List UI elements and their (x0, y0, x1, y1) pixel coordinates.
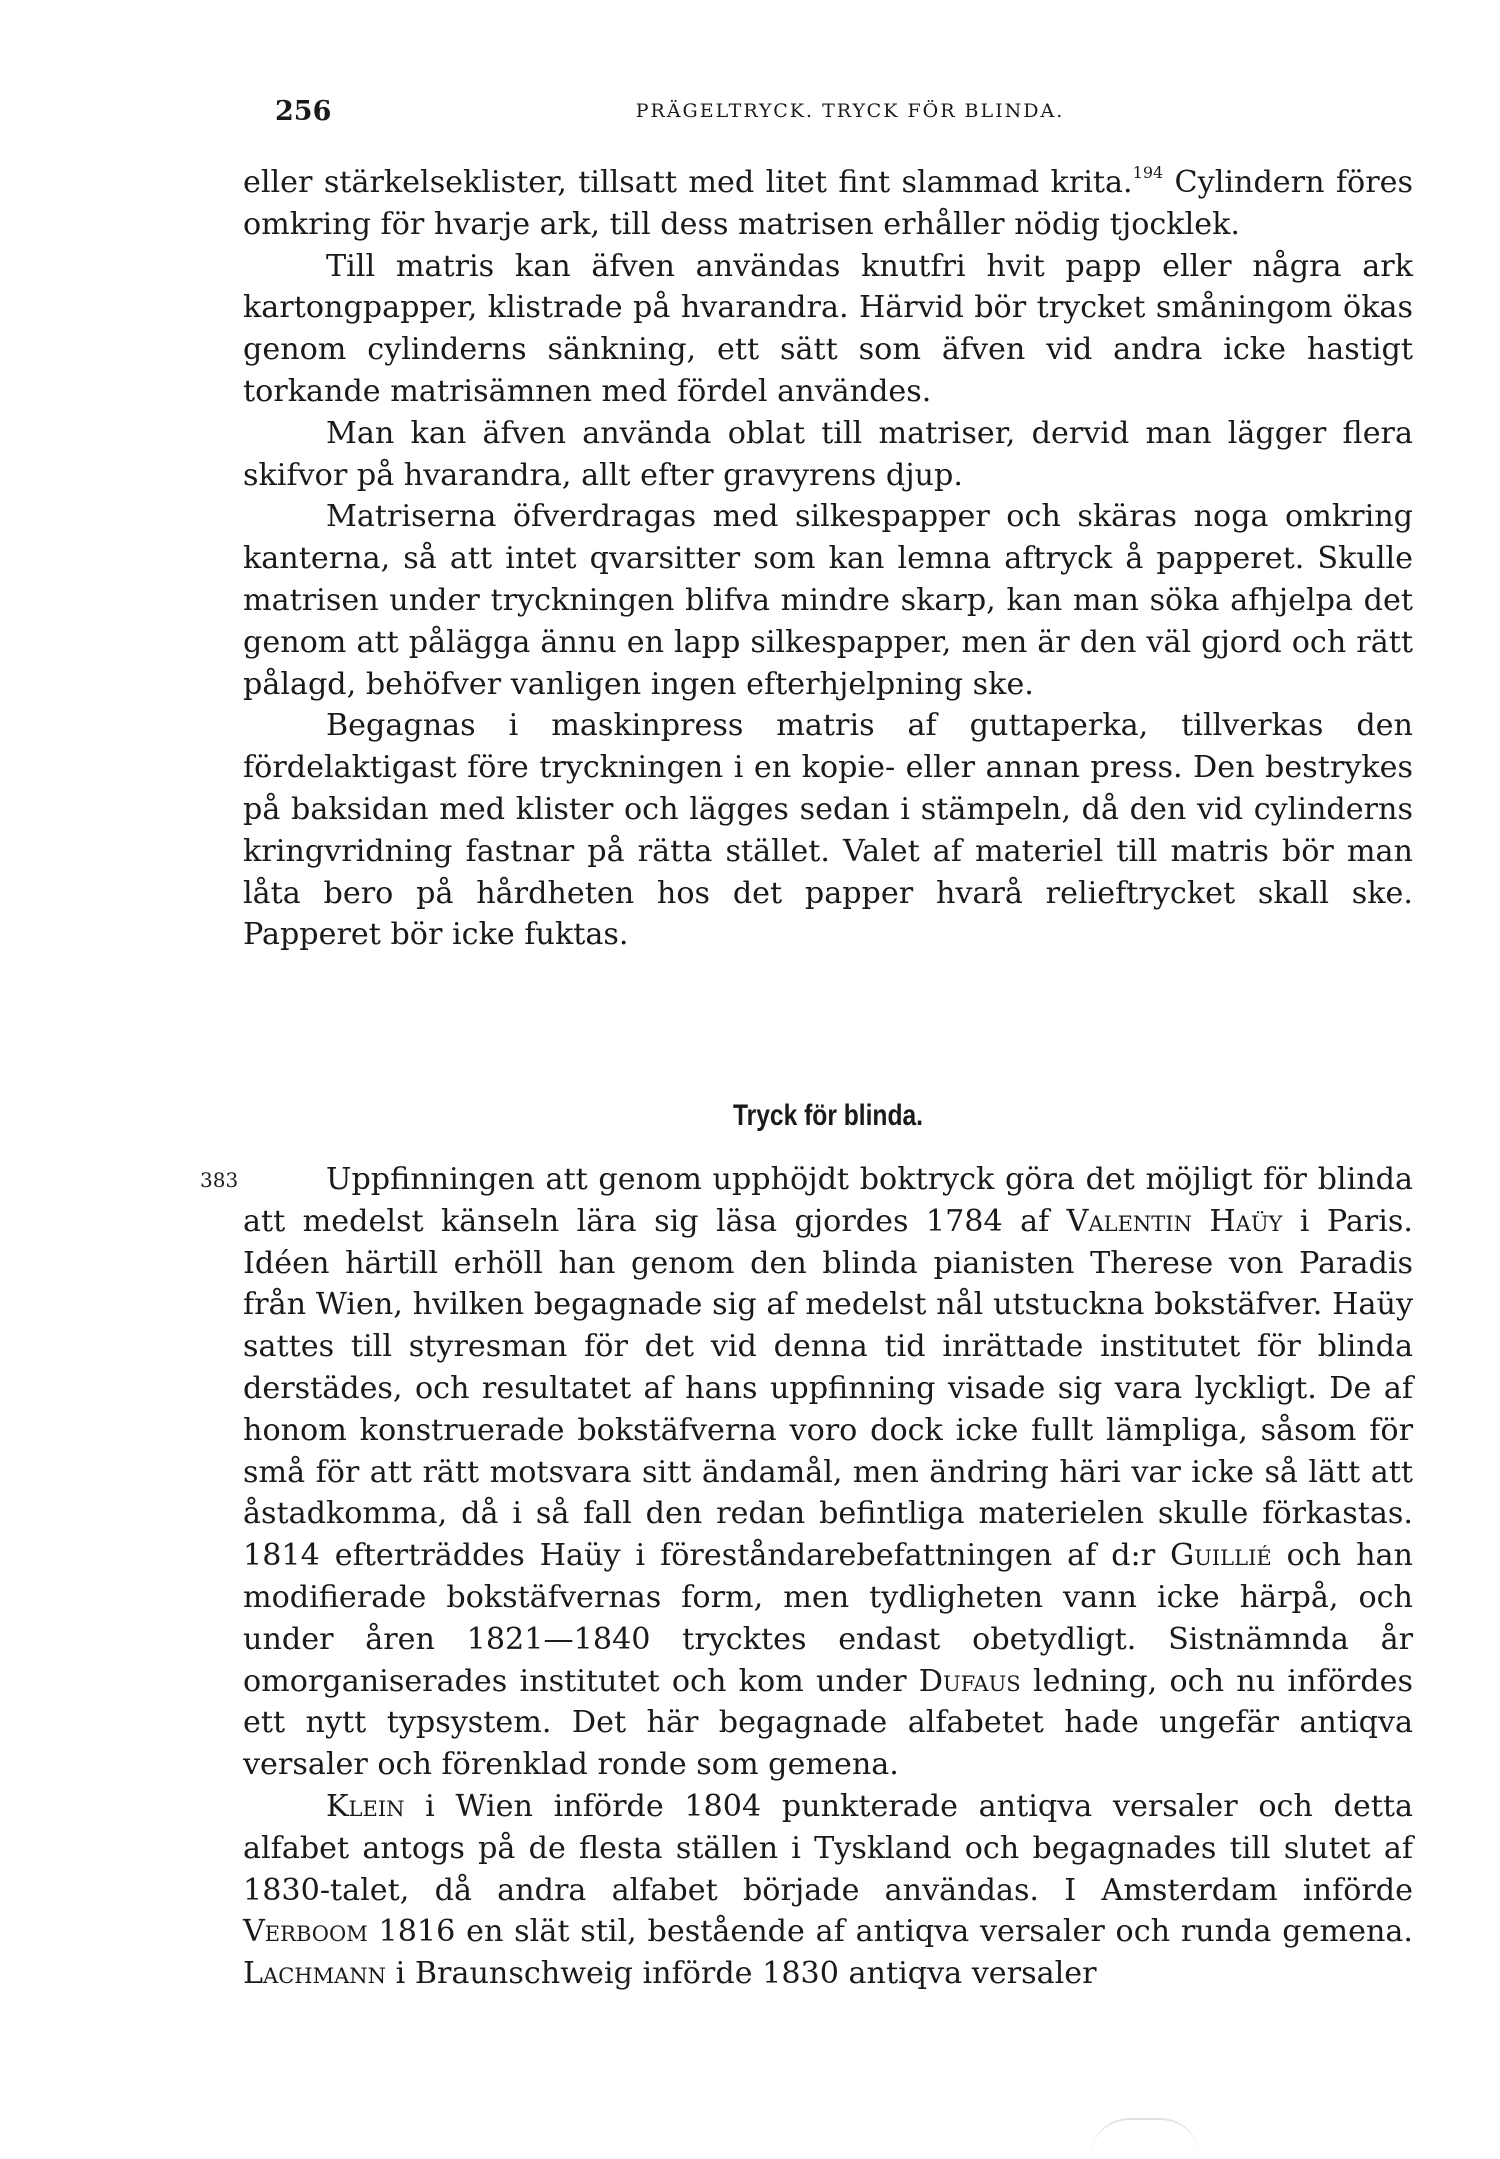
person-name-klein: Klein (326, 1788, 405, 1824)
paragraph-5: Begagnas i maskinpress matris af guttaperka, tillverkas den fördelaktigast före tryckningen i en kopie- eller annan press. Den bestrykes på baksidan med klister och lägges sedan i stämpeln, då den vid cylinderns kringvridning fastnar på rätta stället. Valet af materiel till matris bör man låta bero på hårdheten hos det papper hvarå relieftrycket skall ske. Papperet bör icke fuktas. (243, 708, 1413, 953)
person-name-dufau: Dufaus (918, 1663, 1021, 1699)
section-heading: Tryck för blinda. (732, 1099, 924, 1132)
section-paragraph-2-text-c: i Braunschweig införde 1830 antiqva versaler (386, 1956, 1097, 1992)
paragraph-3: Man kan äfven använda oblat till matriser, dervid man lägger flera skifvor på hvarandra, allt efter gravyrens djup. (243, 415, 1413, 493)
running-title: PRÄGELTRYCK. TRYCK FÖR BLINDA. (635, 100, 1065, 122)
footnote-reference: 194 (1132, 163, 1164, 182)
paragraph-1-text-b: Cylindern föres omkring för hvarje ark, till dess matrisen erhåller nödig tjocklek. (243, 165, 1414, 242)
section-paragraph-1 (243, 1159, 1413, 1786)
scan-artifact (1090, 2118, 1200, 2158)
section-paragraph-1-text-c: och han modifierade bokstäfvernas form, men tydligheten vann icke härpå, och under åren 1821—1840 trycktes endast obetydligt. Sistnämnda år omorganiserades institutet och kom under (243, 1538, 1413, 1699)
section-paragraph-2-text-b: 1816 en slät stil, bestående af antiqva versaler och runda gemena. (367, 1914, 1413, 1950)
section-paragraph-2-text-a: i Wien införde 1804 punkterade antiqva versaler och detta alfabet antogs på de flesta ställen i Tyskland och begagnades till slutet af 1830-talet, då andra alfabet började användas. I Amsterdam införde (243, 1788, 1413, 1908)
person-name-guillie: Guillié (1170, 1538, 1272, 1574)
page-number: 256 (275, 96, 332, 127)
person-name-verboom: Verboom (243, 1914, 368, 1950)
margin-paragraph-number: 383 (200, 1168, 239, 1192)
section-paragraph-2 (243, 1786, 1413, 1995)
paragraph-1-text-a: eller stärkelseklister, tillsatt med litet fint slammad krita. (243, 165, 1133, 200)
body-text (243, 162, 1413, 956)
paragraph-2: Till matris kan äfven användas knutfri hvit papp eller några ark kartongpapper, klistrade på hvarandra. Härvid bör trycket småningom ökas genom cylinderns sänkning, ett sätt som äfven vid andra icke hastigt torkande matrisämnen med fördel användes. (243, 248, 1413, 409)
section-paragraph-1-text-a: Uppfinningen att genom upphöjdt boktryck göra det möjligt för blinda att medelst känseln lära sig läsa gjordes 1784 af (243, 1162, 1413, 1239)
person-name-lachmann: Lachmann (243, 1956, 387, 1992)
running-header (275, 96, 1425, 136)
paragraph-4: Matriserna öfverdragas med silkespapper och skäras noga omkring kanterna, så att intet qvarsitter som kan lemna aftryck å papperet. Skulle matrisen under tryckningen blifva mindre skarp, kan man söka afhjelpa det genom att pålägga ännu en lapp silkespapper, men är den väl gjord och rätt pålagd, behöfver vanligen ingen efterhjelpning ske. (243, 499, 1413, 702)
paragraph-1 (243, 162, 1413, 246)
section-paragraph-1-text-b: i Paris. Idéen härtill erhöll han genom den blinda pianisten Therese von Paradis från Wien, hvilken begagnade sig af medelst nål utstuckna bokstäfver. Haüy sattes till styresman för det vid denna tid inrättade institutet för blinda derstädes, och resultatet af hans uppfinning visade sig vara lyckligt. De af honom konstruerade bokstäfverna voro dock icke fullt lämpliga, såsom för små för att rätt motsvara sitt ändamål, men ändring häri var icke så lätt att åstadkomma, då i så fall den redan befintliga materielen skulle förkastas. 1814 efterträddes Haüy i föreståndarebefattningen af d:r (243, 1203, 1413, 1574)
section-text (243, 1159, 1413, 1995)
section-paragraph-1-text-d: ledning, och nu infördes ett nytt typsystem. Det här begagnade alfabetet hade ungefär antiqva versaler och förenklad ronde som gemena. (243, 1663, 1413, 1783)
person-name-valentin-hauy: Valentin Haüy (1066, 1203, 1283, 1239)
